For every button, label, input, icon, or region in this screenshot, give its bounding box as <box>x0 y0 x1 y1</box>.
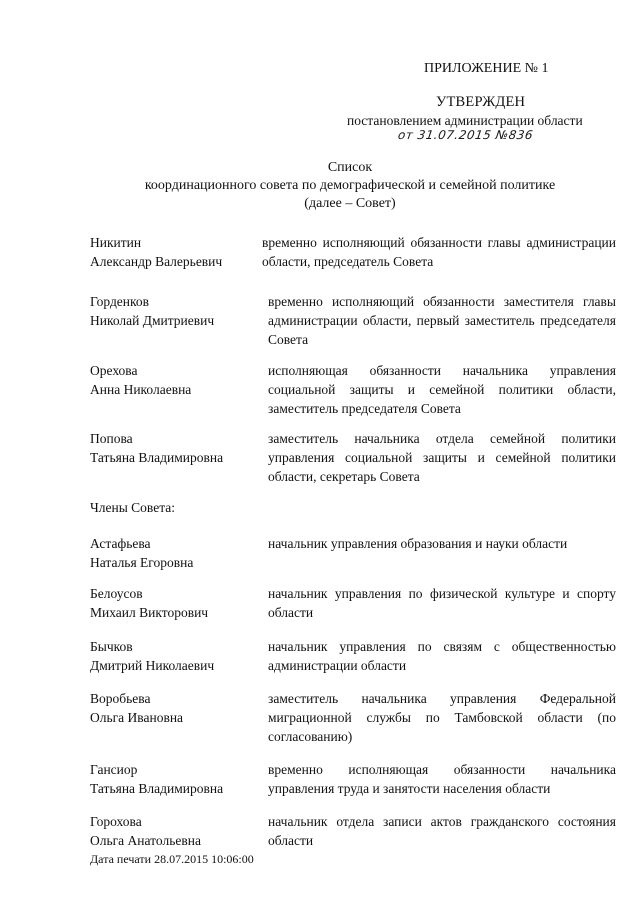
member-surname: Гансиор <box>90 762 138 777</box>
member-surname: Белоусов <box>90 586 143 601</box>
approved-label: УТВЕРЖДЕН <box>436 94 526 110</box>
member-surname: Попова <box>90 431 133 446</box>
member-name <box>90 637 260 675</box>
print-date: Дата печати 28.07.2015 10:06:00 <box>90 852 254 866</box>
member-name <box>90 534 260 572</box>
handwritten-date-signature: от 31.07.2015 №836 <box>397 128 535 142</box>
list-title: Список <box>327 160 373 175</box>
member-name <box>90 812 260 850</box>
member-given-names: Ольга Ивановна <box>90 710 184 725</box>
member-name <box>90 361 260 399</box>
member-name <box>90 429 260 467</box>
decree-line: постановлением администрации области <box>347 113 583 128</box>
member-position: начальник управления образования и науки области <box>268 536 568 551</box>
appendix-label: ПРИЛОЖЕНИЕ № 1 <box>424 61 549 76</box>
member-surname: Бычков <box>90 639 133 654</box>
member-surname: Орехова <box>90 363 138 378</box>
member-position: временно исполняющий обязанности главы администрации области, председатель Совета <box>262 235 616 269</box>
member-name <box>90 292 260 330</box>
member-given-names: Михаил Викторович <box>90 605 209 620</box>
member-name <box>90 760 260 798</box>
member-given-names: Анна Николаевна <box>90 382 192 397</box>
member-name <box>90 584 260 622</box>
member-name <box>90 689 260 727</box>
member-position: начальник отдела записи актов гражданского состояния области <box>268 814 616 848</box>
member-position: заместитель начальника отдела семейной политики управления социальной защиты и семейной политики области, секретарь Совета <box>268 431 616 484</box>
member-position: заместитель начальника управления Федеральной миграционной службы по Тамбовской области (по согласованию) <box>268 691 616 744</box>
member-given-names: Татьяна Владимировна <box>90 781 224 796</box>
member-given-names: Наталья Егоровна <box>90 555 194 570</box>
member-position: исполняющая обязанности начальника управления социальной защиты и семейной политики области, заместитель председателя Совета <box>268 363 616 416</box>
list-abbreviation: (далее – Совет) <box>304 196 396 211</box>
member-surname: Горденков <box>90 294 150 309</box>
member-position: начальник управления по физической культуре и спорту области <box>268 586 616 620</box>
member-surname: Горохова <box>90 814 142 829</box>
member-surname: Астафьева <box>90 536 151 551</box>
list-subtitle: координационного совета по демографической и семейной политике <box>144 178 556 193</box>
member-given-names: Татьяна Владимировна <box>90 450 224 465</box>
member-position: временно исполняющая обязанности начальника управления труда и занятости населения области <box>268 762 616 796</box>
member-given-names: Александр Валерьевич <box>90 254 223 269</box>
member-position: временно исполняющий обязанности заместителя главы администрации области, первый заместитель председателя Совета <box>268 294 616 347</box>
member-given-names: Ольга Анатольевна <box>90 833 201 848</box>
members-heading: Члены Совета: <box>90 500 176 515</box>
member-surname: Воробьева <box>90 691 151 706</box>
member-given-names: Николай Дмитриевич <box>90 313 215 328</box>
member-position: начальник управления по связям с общественностью администрации области <box>268 639 616 673</box>
member-given-names: Дмитрий Николаевич <box>90 658 215 673</box>
member-surname: Никитин <box>90 235 142 250</box>
member-name <box>90 233 260 271</box>
